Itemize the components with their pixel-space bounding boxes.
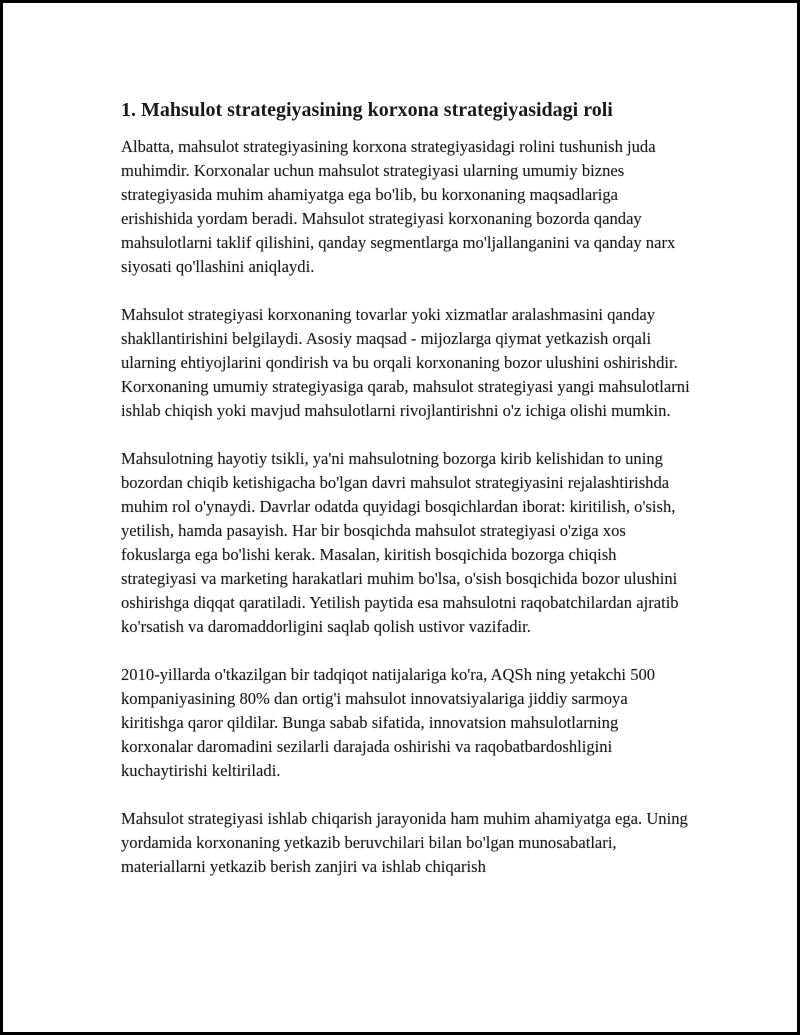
paragraph-5: Mahsulot strategiyasi ishlab chiqarish jarayonida ham muhim ahamiyatga ega. Uning yordamida korxonaning yetkazib beruvchilari bilan bo'lgan munosabatlari, materiallarni yetkazib berish zanjiri va ishlab chiqarish: [121, 809, 688, 876]
paragraph-4: 2010-yillarda o'tkazilgan bir tadqiqot natijalariga ko'ra, AQSh ning yetakchi 500 kompaniyasining 80% dan ortig'i mahsulot innovatsiyalariga jiddiy sarmoya kiritishga qaror qildilar. Bunga sabab sifatida, innovatsion mahsulotlarning korxonalar daromadini sezilarli darajada oshirishi va raqobatbardoshligini kuchaytirishi keltiriladi.: [121, 665, 656, 780]
paragraph-3: Mahsulotning hayotiy tsikli, ya'ni mahsulotning bozorga kirib kelishidan to uning bozordan chiqib ketishigacha bo'lgan davri mahsulot strategiyasini rejalashtirishda muhim rol o'ynaydi. Davrlar odatda quyidagi bosqichlardan iborat: kiritilish, o'sish, yetilish, hamda pasayish. Har bir bosqichda mahsulot strategiyasi o'ziga xos fokuslarga ega bo'lishi kerak. Masalan, kiritish bosqichida bozorga chiqish strategiyasi va marketing harakatlari muhim bo'lsa, o'sish bosqichida bozor ulushini oshirishga diqqat qaratiladi. Yetilish paytida esa mahsulotni raqobatchilardan ajratib ko'rsatish va daromaddorligini saqlab qolish ustivor vazifadir.: [121, 449, 679, 636]
paragraph-1: Albatta, mahsulot strategiyasining korxona strategiyasidagi rolini tushunish juda muhimdir. Korxonalar uchun mahsulot strategiyasi ularning umumiy biznes strategiyasida muhim ahamiyatga ega bo'lib, bu korxonaning maqsadlariga erishishida yordam beradi. Mahsulot strategiyasi korxonaning bozorda qanday mahsulotlarni taklif qilishini, qanday segmentlarga mo'ljallanganini va qanday narx siyosati qo'llashini aniqlaydi.: [121, 137, 676, 276]
paragraph-2: Mahsulot strategiyasi korxonaning tovarlar yoki xizmatlar aralashmasini qanday shakllantirishini belgilaydi. Asosiy maqsad - mijozlarga qiymat yetkazish orqali ularning ehtiyojlarini qondirish va bu orqali korxonaning bozor ulushini oshirishdir. Korxonaning umumiy strategiyasiga qarab, mahsulot strategiyasi yangi mahsulotlarni ishlab chiqish yoki mavjud mahsulotlarni rivojlantirishni o'z ichiga olishi mumkin.: [121, 305, 690, 420]
section-heading: 1. Mahsulot strategiyasining korxona strategiyasidagi roli: [121, 99, 613, 121]
document-content: [121, 97, 691, 879]
